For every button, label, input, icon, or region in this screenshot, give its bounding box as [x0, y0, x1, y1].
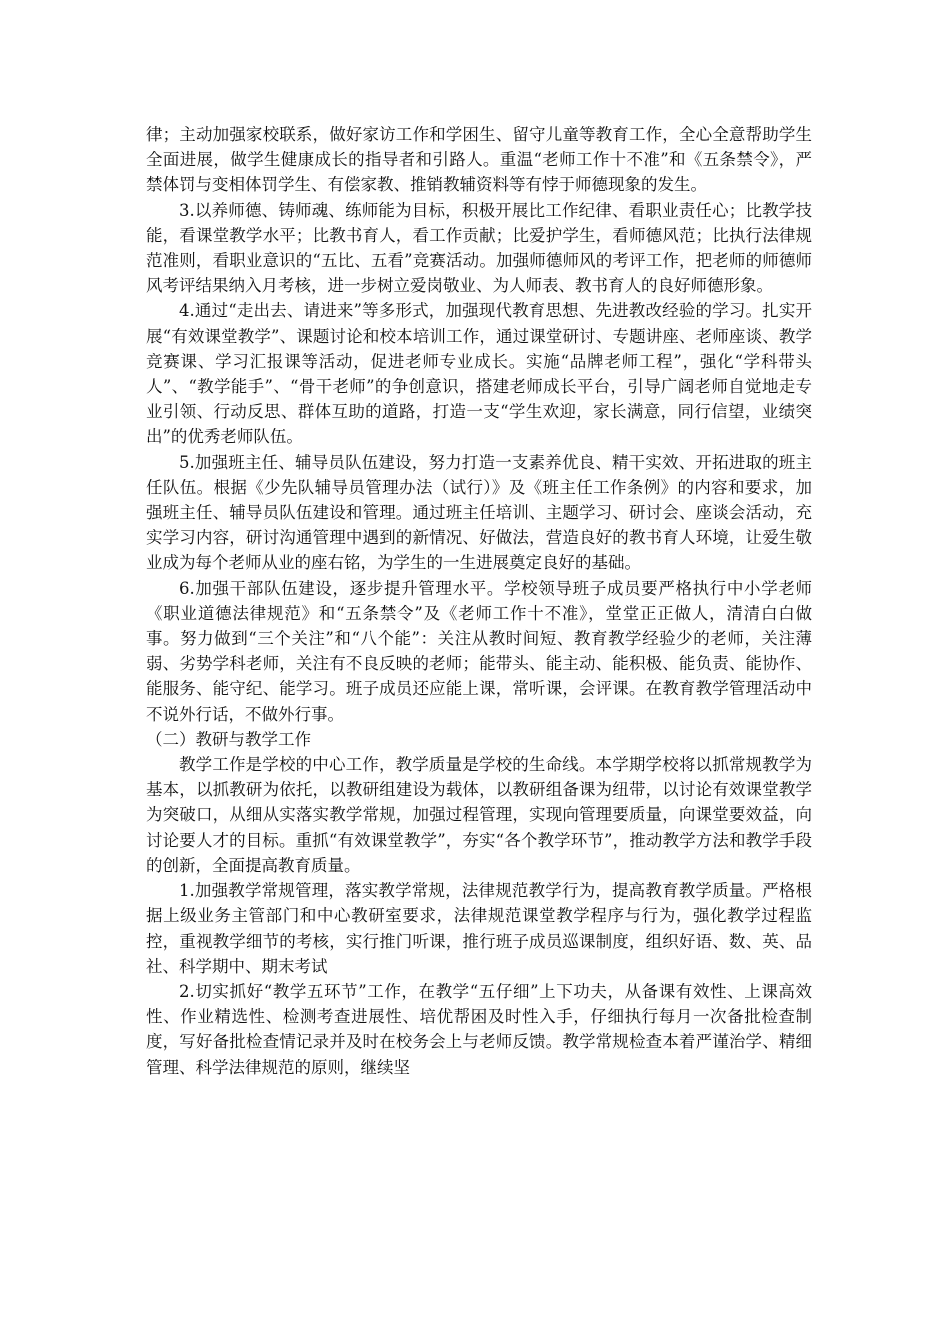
section-heading: （二）教研与教学工作	[146, 729, 311, 749]
paragraph-item-6: 6.加强干部队伍建设，逐步提升管理水平。学校领导班子成员要严格执行中小学老师《职业道德法律规范》和“五条禁令”及《老师工作十不准》，堂堂正正做人，清清白白做事。努力做到“三个关注”和“八个能”：关注从教时间短、教育教学经验少的老师，关注薄弱、劣势学科老师，关注有不良反映的老师；能带头、能主动、能积极、能负责、能协作、能服务、能守纪、能学习。班子成员还应能上课，常听课，会评课。在教育教学管理活动中不说外行话，不做外行事。	[146, 578, 812, 724]
paragraph-intro: 教学工作是学校的中心工作，教学质量是学校的生命线。本学期学校将以抓常规教学为基本，以抓教研为依托，以教研组建设为载体，以教研组备课为纽带，以讨论有效课堂教学为突破口，从细从实落实教学常规，加强过程管理，实现向管理要质量，向课堂要效益，向讨论要人才的目标。重抓“有效课堂教学”，夯实“各个教学环节”，推动教学方法和教学手段的创新，全面提高教育质量。	[146, 755, 812, 875]
document-page	[146, 122, 812, 1080]
paragraph-item-1: 1.加强教学常规管理，落实教学常规，法律规范教学行为，提高教育教学质量。严格根据上级业务主管部门和中心教研室要求，法律规范课堂教学程序与行为，强化教学过程监控，重视教学细节的考核，实行推门听课，推行班子成员巡课制度，组织好语、数、英、品社、科学期中、期末考试	[146, 881, 812, 976]
paragraph-item-5: 5.加强班主任、辅导员队伍建设，努力打造一支素养优良、精干实效、开拓进取的班主任队伍。根据《少先队辅导员管理办法（试行）》及《班主任工作条例》的内容和要求，加强班主任、辅导员队伍建设和管理。通过班主任培训、主题学习、研讨会、座谈会活动，充实学习内容，研讨沟通管理中遇到的新情况、好做法，营造良好的教书育人环境，让爱生敬业成为每个老师从业的座右铭，为学生的一生进展奠定良好的基础。	[146, 452, 812, 573]
paragraph-continuation: 律；主动加强家校联系，做好家访工作和学困生、留守儿童等教育工作，全心全意帮助学生全面进展，做学生健康成长的指导者和引路人。重温“老师工作十不准”和《五条禁令》，严禁体罚与变相体罚学生、有偿家教、推销教辅资料等有悖于师德现象的发生。	[146, 125, 812, 195]
paragraph-item-3: 3.以养师德、铸师魂、练师能为目标，积极开展比工作纪律、看职业责任心；比教学技能，看课堂教学水平；比教书育人，看工作贡献；比爱护学生，看师德风范；比执行法律规范准则，看职业意识的“五比、五看”竞赛活动。加强师德师风的考评工作，把老师的师德师风考评结果纳入月考核，进一步树立爱岗敬业、为人师表、教书育人的良好师德形象。	[146, 200, 812, 296]
paragraph-item-2: 2.切实抓好“教学五环节”工作，在教学“五仔细”上下功夫，从备课有效性、上课高效性、作业精选性、检测考查进展性、培优帮困及时性入手，仔细执行每月一次备批检查制度，写好备批检查情记录并及时在校务会上与老师反馈。教学常规检查本着严谨治学、精细管理、科学法律规范的原则，继续坚	[146, 981, 812, 1077]
paragraph-item-4: 4.通过“走出去、请进来”等多形式，加强现代教育思想、先进教改经验的学习。扎实开展“有效课堂教学”、课题讨论和校本培训工作，通过课堂研讨、专题讲座、老师座谈、教学竞赛课、学习汇报课等活动，促进老师专业成长。实施“品牌老师工程”，强化“学科带头人”、“教学能手”、“骨干老师”的争创意识，搭建老师成长平台，引导广阔老师自觉地走专业引领、行动反思、群体互助的道路，打造一支“学生欢迎，家长满意，同行信望，业绩突出”的优秀老师队伍。	[146, 301, 812, 447]
